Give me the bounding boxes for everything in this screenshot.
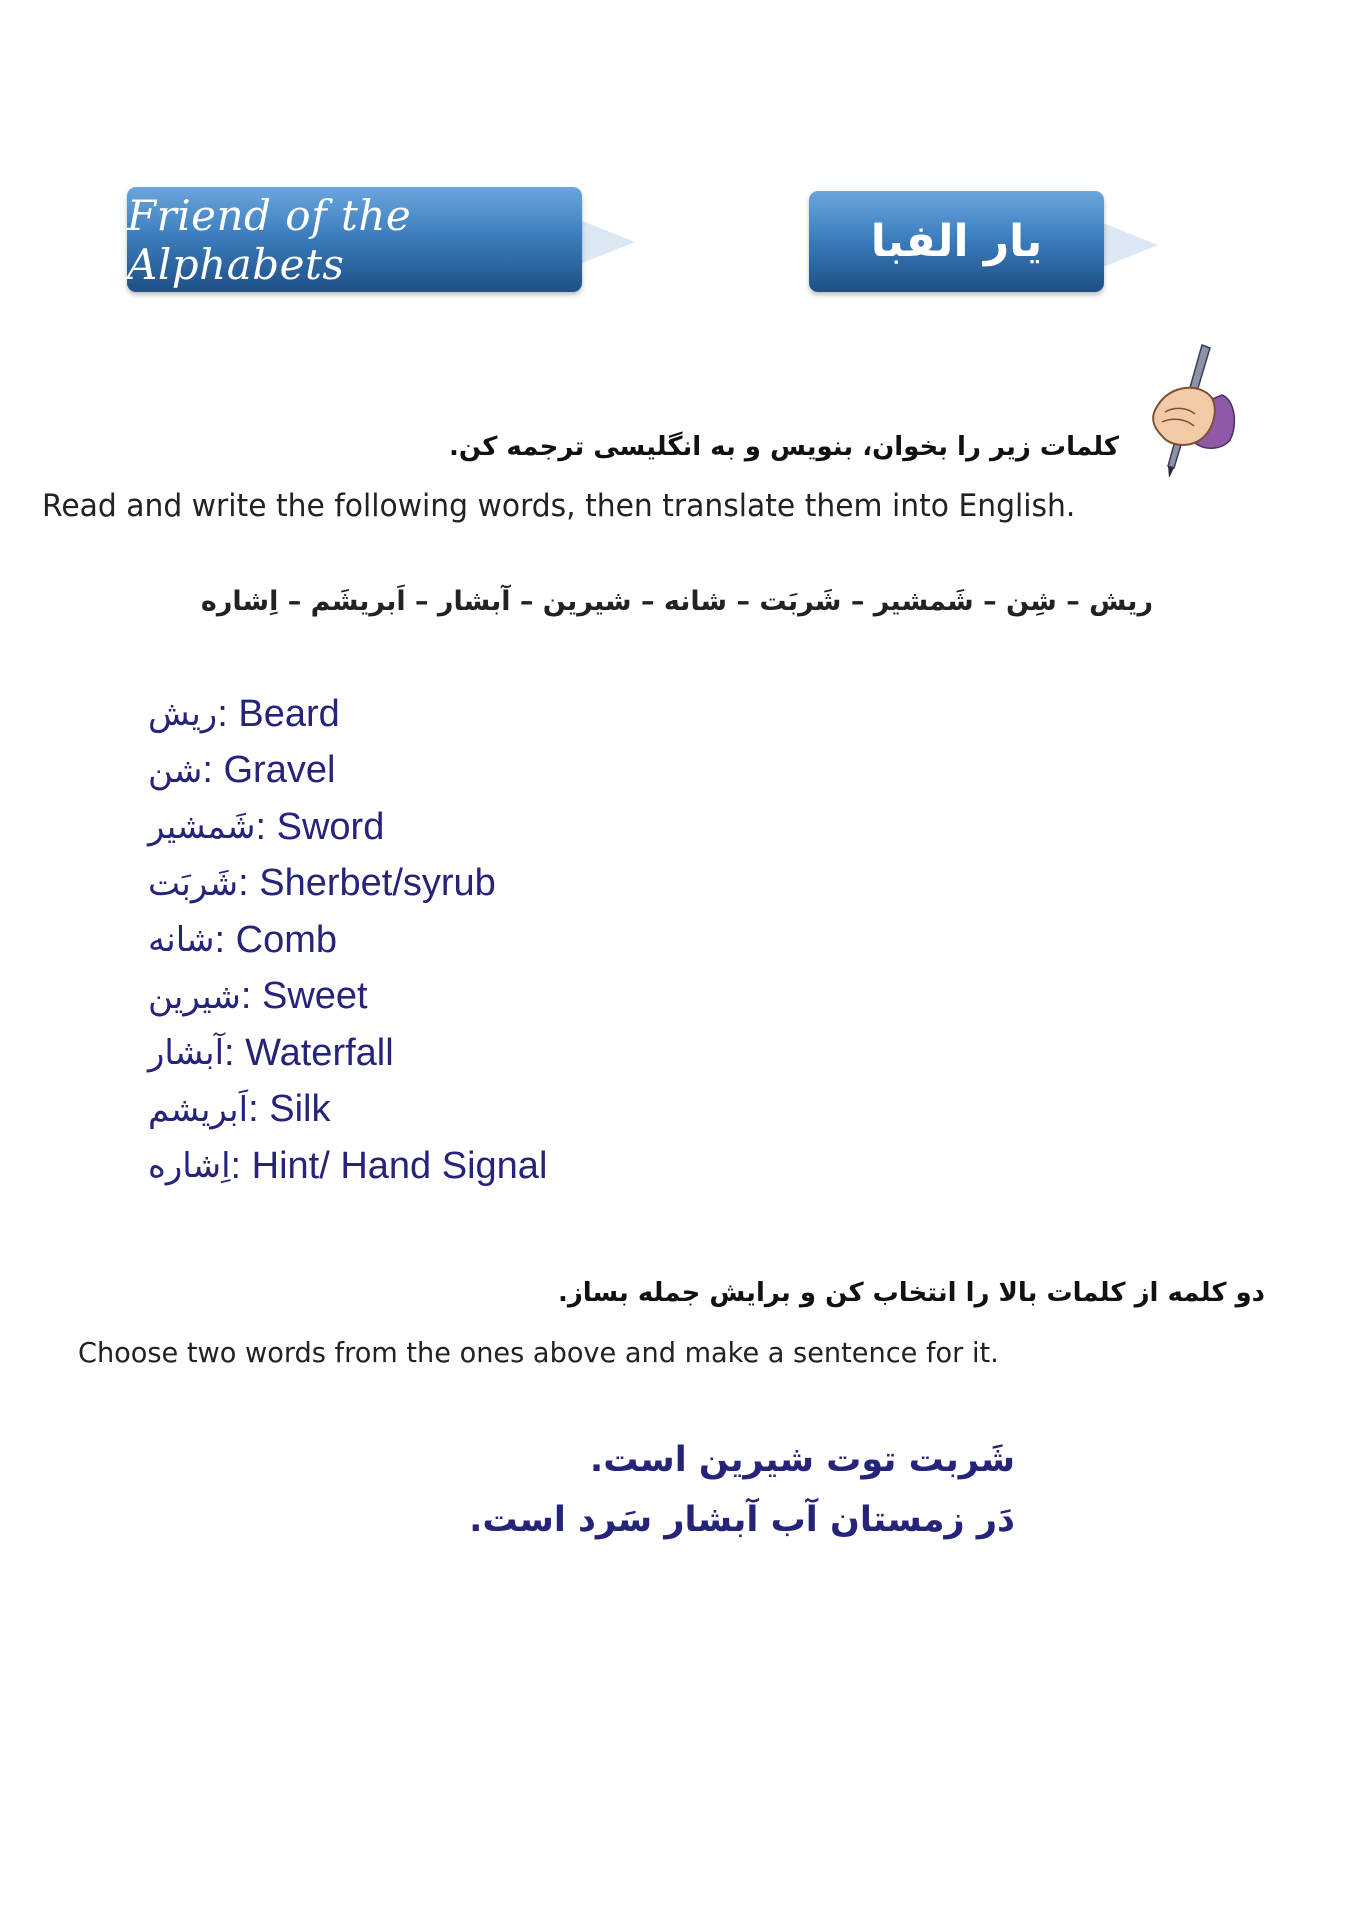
banner-persian-title (809, 191, 1104, 292)
answer-sentence: دَر زمستان آب آبشار سَرد است. (469, 1500, 1015, 1540)
vocabulary-item (148, 743, 547, 800)
word-list-line: ریش – شِن – شَمشیر – شَربَت – شانه – شیرین – آبشار – اَبریشَم – اِشاره (200, 586, 1153, 617)
answer-sentence: شَربت توت شیرین است. (589, 1440, 1015, 1480)
vocabulary-persian: شن (148, 750, 203, 791)
vocabulary-list (148, 686, 547, 1195)
banner-english-title (127, 187, 582, 292)
vocabulary-item (148, 799, 547, 856)
instruction2-persian: دو کلمه از کلمات بالا را انتخاب کن و برایش جمله بساز. (557, 1278, 1265, 1308)
vocabulary-english: Comb (235, 918, 338, 961)
vocabulary-persian: اَبریشم (148, 1089, 249, 1130)
banner-english-title-text: Friend of the Alphabets (127, 190, 412, 289)
vocabulary-colon: : (248, 1088, 270, 1131)
vocabulary-item (148, 1082, 547, 1139)
vocabulary-colon: : (217, 692, 239, 735)
vocabulary-persian: ریش (148, 694, 218, 735)
vocabulary-colon: : (224, 1031, 246, 1074)
vocabulary-english: Beard (238, 692, 340, 735)
vocabulary-colon: : (255, 805, 277, 848)
answer-sentences (469, 1430, 1015, 1550)
banner-persian-title-text: یار الفبا (870, 216, 1043, 267)
instruction1-english: Read and write the following words, then translate them into English. (42, 488, 1076, 524)
vocabulary-item (148, 912, 547, 969)
vocabulary-colon: : (214, 918, 236, 961)
vocabulary-colon: : (238, 862, 260, 905)
instruction2-english: Choose two words from the ones above and make a sentence for it. (78, 1336, 999, 1369)
vocabulary-english: Sherbet/syrub (259, 862, 496, 905)
vocabulary-persian: اِشاره (148, 1146, 231, 1187)
vocabulary-colon: : (202, 749, 224, 792)
vocabulary-item (148, 686, 547, 743)
vocabulary-item (148, 856, 547, 913)
vocabulary-english: Sword (276, 805, 385, 848)
vocabulary-english: Gravel (223, 749, 336, 792)
hand-writing-pencil-icon (1140, 340, 1240, 480)
vocabulary-english: Sweet (261, 975, 368, 1018)
vocabulary-persian: شَمشیر (148, 807, 256, 848)
vocabulary-persian: شیرین (148, 976, 241, 1017)
vocabulary-colon: : (230, 1144, 252, 1187)
vocabulary-item (148, 1025, 547, 1082)
vocabulary-persian: شانه (148, 920, 215, 961)
vocabulary-english: Hint/ Hand Signal (251, 1144, 548, 1187)
vocabulary-item (148, 1138, 547, 1195)
vocabulary-colon: : (240, 975, 262, 1018)
vocabulary-persian: آبشار (148, 1033, 225, 1074)
instruction1-persian: کلمات زیر را بخوان، بنویس و به انگلیسی ترجمه کن. (448, 432, 1119, 462)
vocabulary-english: Silk (269, 1088, 331, 1131)
vocabulary-persian: شَربَت (148, 863, 239, 904)
vocabulary-item (148, 969, 547, 1026)
vocabulary-english: Waterfall (245, 1031, 394, 1074)
